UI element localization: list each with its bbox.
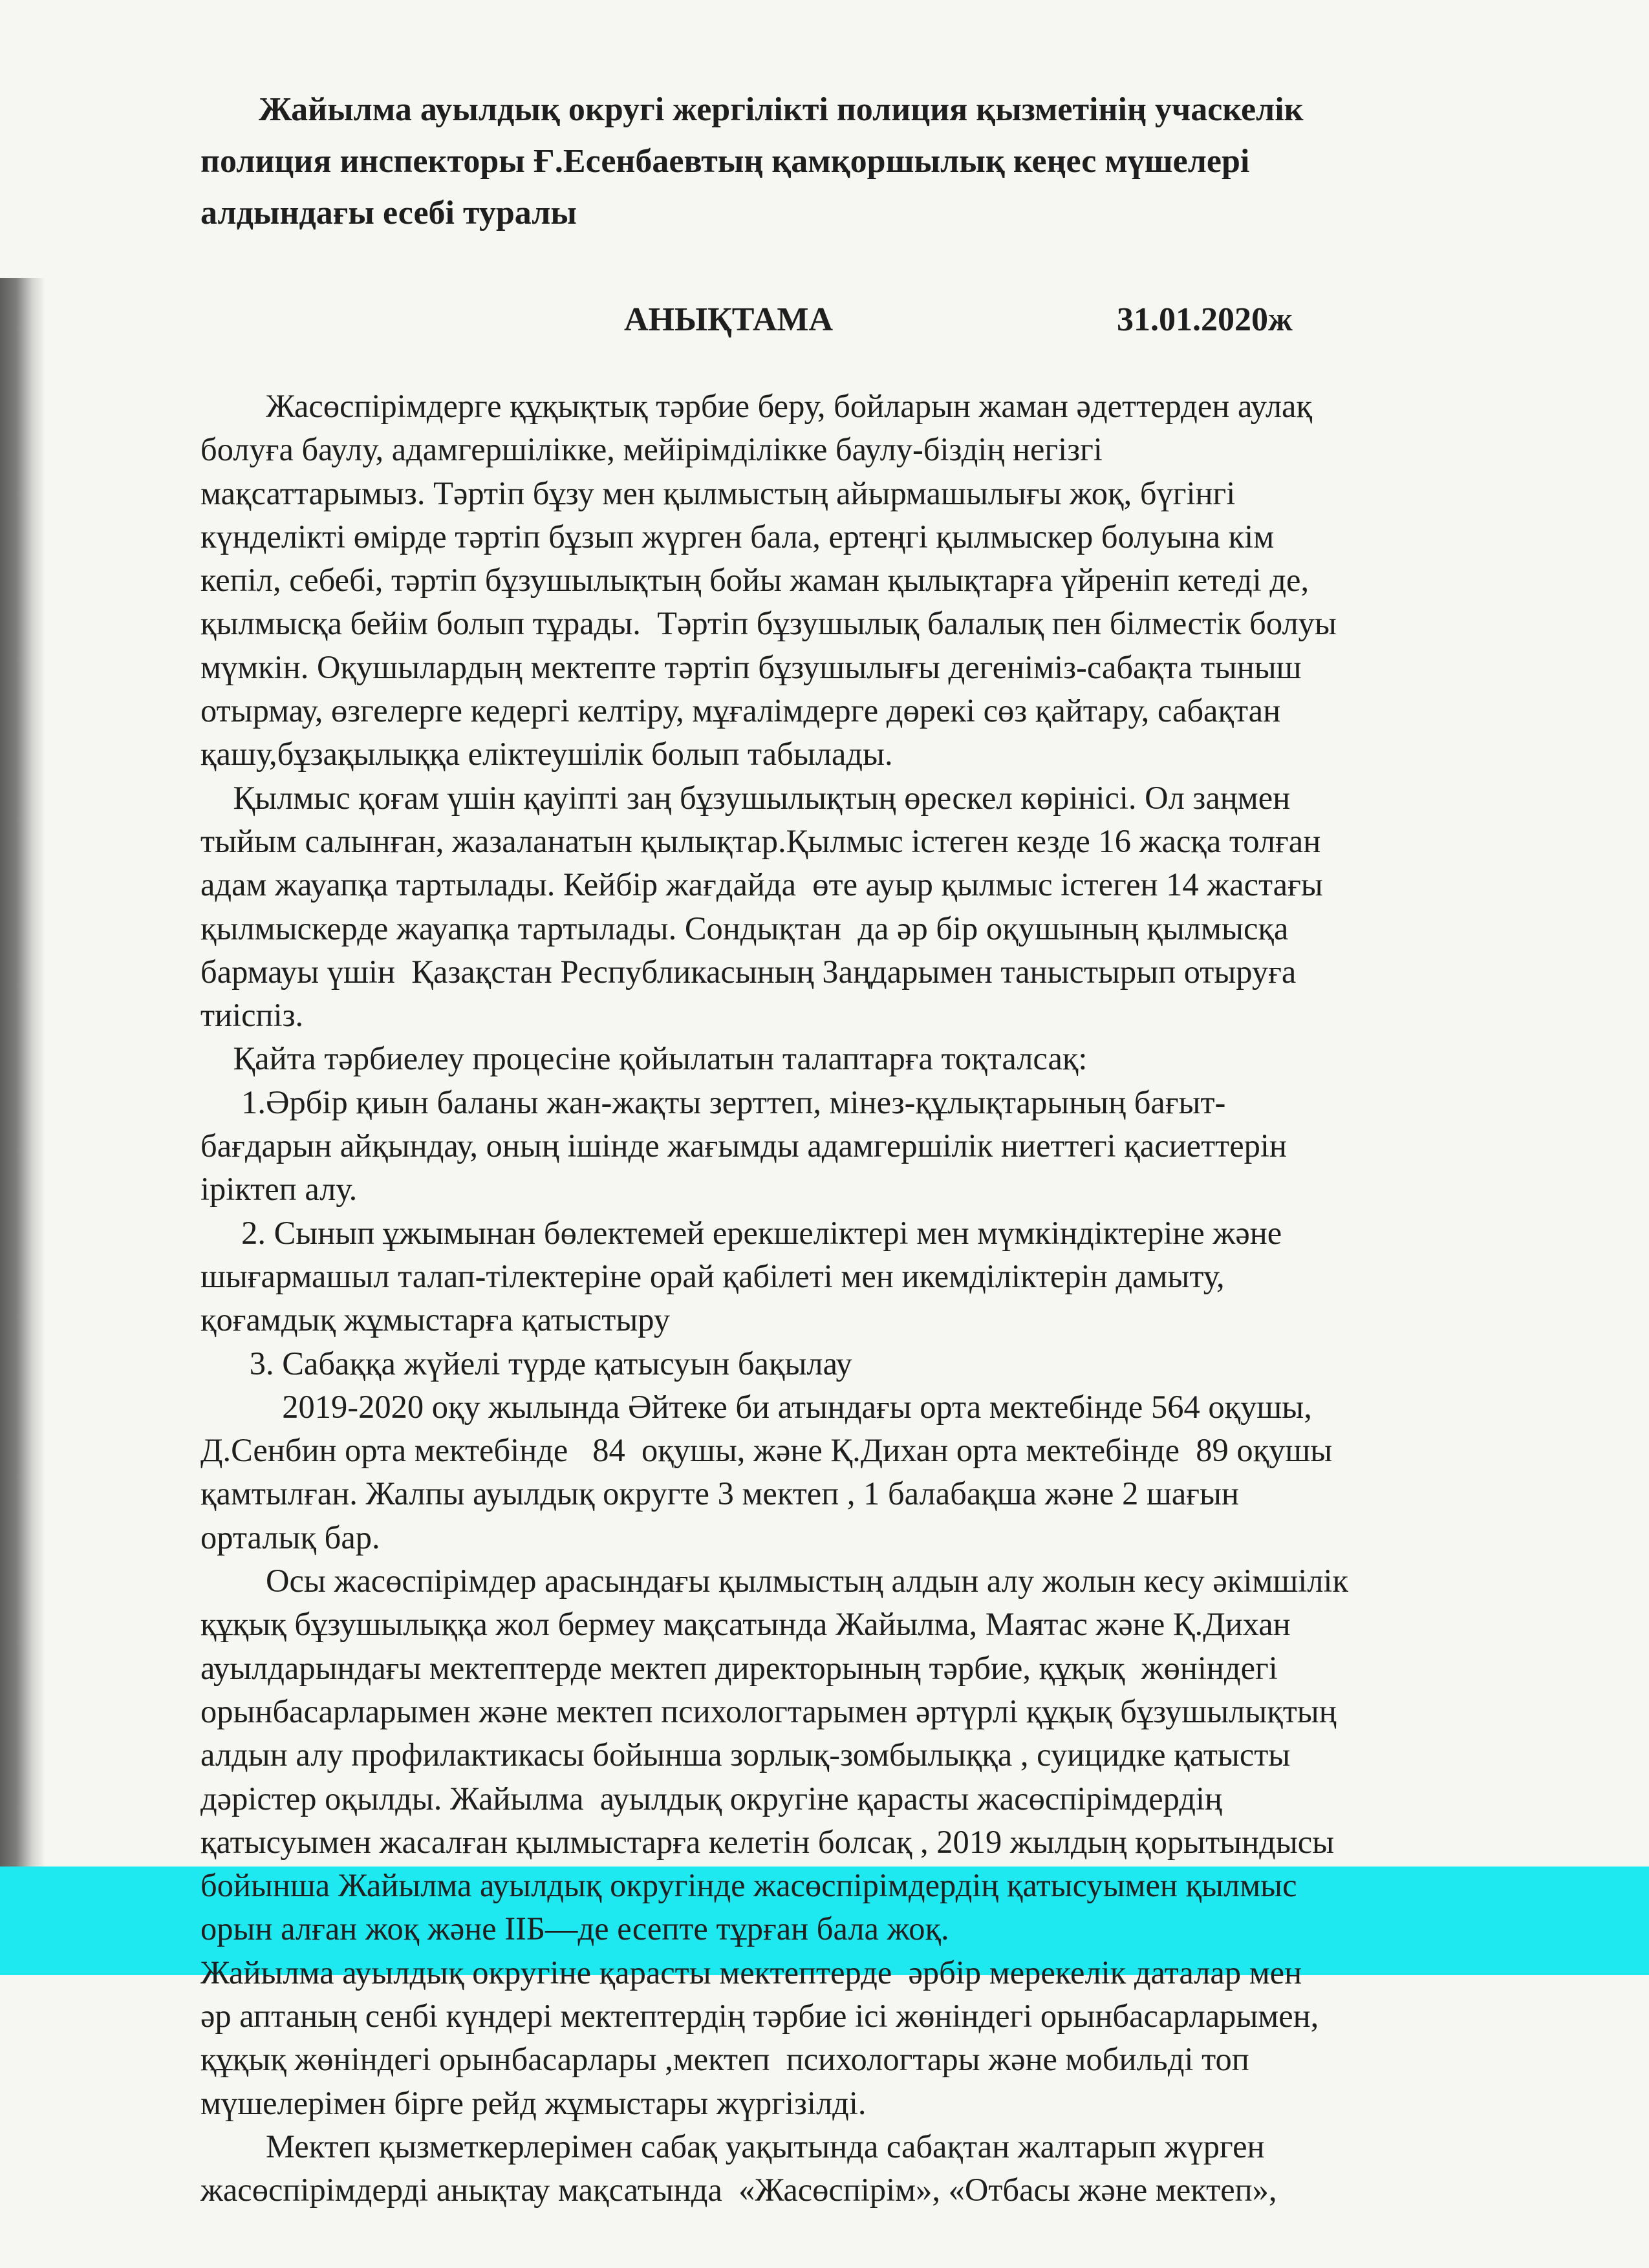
- body-line: 2. Сынып ұжымынан бөлектемей ерекшеліктері мен мүмкіндіктеріне және: [200, 1214, 1282, 1251]
- body-line: қылмыскерде жауапқа тартылады. Сондықтан да әр бір оқушының қылмысқа: [200, 910, 1289, 947]
- body-line: қылмысқа бейім болып тұрады. Тәртіп бұзушылық балалық пен білместік болуы: [200, 605, 1337, 642]
- body-line: Қылмыс қоғам үшін қауіпті заң бұзушылықтың өрескел көрінісі. Ол заңмен: [200, 779, 1291, 816]
- body-line: Жасөспірімдерге құқықтық тәрбие беру, бойларын жаман әдеттерден аулақ: [200, 388, 1312, 424]
- body-line: құқық жөніндегі орынбасарлары ,мектеп психологтары және мобильді топ: [200, 2041, 1249, 2078]
- header-line: Жайылма ауылдық округі жергілікті полиция қызметінің учаскелік: [259, 91, 1304, 128]
- body-line: құқық бұзушылыққа жол бермеу мақсатында Жайылма, Маятас және Қ.Дихан: [200, 1606, 1291, 1643]
- body-line: Жайылма ауылдық округіне қарасты мектептерде әрбір мерекелік даталар мен: [200, 1954, 1302, 1991]
- body-line: қашу,бұзақылыққа еліктеушілік болып табылады.: [200, 736, 893, 773]
- document-header: [200, 84, 1500, 239]
- document-date: 31.01.2020ж: [1117, 301, 1293, 338]
- body-line: қатысуымен жасалған қылмыстарға келетін болсақ , 2019 жылдың қорытындысы: [200, 1823, 1335, 1860]
- body-line: әр аптаның сенбі күндері мектептердің тәрбие ісі жөніндегі орынбасарларымен,: [200, 1997, 1319, 2034]
- body-line: дәрістер оқылды. Жайылма ауылдық округіне қарасты жасөспірімдердің: [200, 1780, 1222, 1817]
- body-line: 3. Сабаққа жүйелі түрде қатысуын бақылау: [200, 1345, 852, 1382]
- body-line: адам жауапқа тартылады. Кейбір жағдайда өте ауыр қылмыс істеген 14 жастағы: [200, 866, 1323, 903]
- header-line: полиция инспекторы Ғ.Есенбаевтың қамқоршылық кеңес мүшелері: [200, 143, 1250, 180]
- body-line: 1.Әрбір қиын баланы жан-жақты зерттеп, мінез-құлықтарының бағыт-: [200, 1084, 1226, 1120]
- body-line: орынбасарларымен және мектеп психологтарымен әртүрлі құқық бұзушылықтың: [200, 1693, 1337, 1729]
- body-line: іріктеп алу.: [200, 1171, 358, 1208]
- scan-edge-shadow: [0, 278, 45, 1959]
- body-line: жасөспірімдерді анықтау мақсатында «Жасөспірім», «Отбасы және мектеп»,: [200, 2172, 1277, 2209]
- body-line: отырмау, өзгелерге кедергі келтіру, мұғалімдерге дөрекі сөз қайтару, сабақтан: [200, 692, 1281, 729]
- body-line: күнделікті өмірде тәртіп бұзып жүрген бала, ертеңгі қылмыскер болуына кім: [200, 518, 1275, 555]
- body-line: қамтылған. Жалпы ауылдық округте 3 мектеп , 1 балабақша және 2 шағын: [200, 1475, 1239, 1512]
- body-line: Осы жасөспірімдер арасындағы қылмыстың алдын алу жолын кесу әкімшілік: [200, 1563, 1348, 1599]
- body-line: болуға баулу, адамгершілікке, мейірімділікке баулу-біздің негізгі: [200, 431, 1103, 468]
- body-line: ауылдарындағы мектептерде мектеп директорының тәрбие, құқық жөніндегі: [200, 1649, 1278, 1686]
- body-line: кепіл, себебі, тәртіп бұзушылықтың бойы жаман қылықтарға үйреніп кетеді де,: [200, 562, 1310, 599]
- body-line: бағдарын айқындау, оның ішінде жағымды адамгершілік ниеттегі қасиеттерін: [200, 1128, 1287, 1164]
- body-line: бойынша Жайылма ауылдық округінде жасөспірімдердің қатысуымен қылмыс: [200, 1867, 1297, 1904]
- body-line: тиіспіз.: [200, 997, 304, 1034]
- body-line: қоғамдық жұмыстарға қатыстыру: [200, 1301, 671, 1338]
- body-line: мақсаттарымыз. Тәртіп бұзу мен қылмыстың айырмашылығы жоқ, бүгінгі: [200, 475, 1236, 511]
- header-line: алдындағы есебі туралы: [200, 195, 577, 231]
- body-line: Д.Сенбин орта мектебінде 84 оқушы, және Қ.Дихан орта мектебінде 89 оқушы: [200, 1432, 1333, 1469]
- body-line: тыйым салынған, жазаланатын қылықтар.Қылмыс істеген кезде 16 жасқа толған: [200, 822, 1321, 859]
- body-line: орын алған жоқ және ІІБ—де есепте тұрған бала жоқ.: [200, 1910, 949, 1947]
- body-line: орталық бар.: [200, 1519, 380, 1556]
- body-line: бармауы үшін Қазақстан Республикасының Заңдарымен таныстырып отыруға: [200, 953, 1297, 990]
- body-line: мүмкін. Оқушылардың мектепте тәртіп бұзушылығы дегеніміз-сабақта тыныш: [200, 648, 1302, 685]
- body-line: Мектеп қызметкерлерімен сабақ уақытында сабақтан жалтарып жүрген: [200, 2128, 1265, 2165]
- document-title: АНЫҚТАМА: [624, 301, 834, 338]
- document-body: [200, 385, 1526, 2212]
- body-line: Қайта тәрбиелеу процесіне қойылатын талаптарға тоқталсақ:: [200, 1040, 1088, 1077]
- body-line: 2019-2020 оқу жылында Әйтеке би атындағы орта мектебінде 564 оқушы,: [200, 1388, 1312, 1425]
- body-line: мүшелерімен бірге рейд жұмыстары жүргізілді.: [200, 2084, 867, 2121]
- body-line: шығармашыл талап-тілектеріне орай қабілеті мен икемділіктерін дамыту,: [200, 1257, 1225, 1294]
- body-line: алдын алу профилактикасы бойынша зорлық-зомбылыққа , суицидке қатысты: [200, 1737, 1291, 1773]
